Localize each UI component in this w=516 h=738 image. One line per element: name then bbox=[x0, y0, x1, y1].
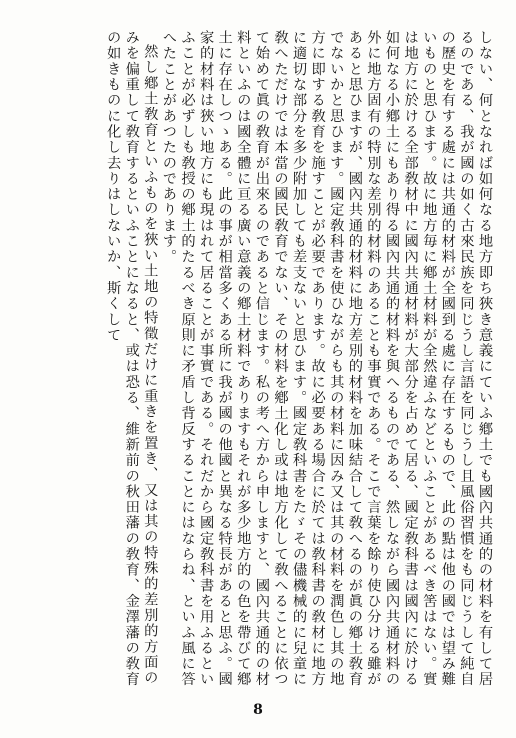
page-number: 8 bbox=[253, 702, 263, 718]
paragraph: 然し鄕土敎育といふものを狹い土地の特徵だけに重きを置き、又は其の特殊的差別的方面のみを偏重して敎育するといふことになると、或は恐る、維新前の秋田藩の敎育、金澤藩の敎育の如きものに化し去りはしないか、斯くして bbox=[105, 30, 159, 688]
vertical-text-body bbox=[28, 30, 494, 690]
paragraph: しない、何となれば如何なる地方即ち狹き意義にていふ鄕土でも國內共通的の材料を有して居るのである、我が國の如く古來民族を同じうし言語を同じうし且風俗習慣をも同じうして純自の歷史を有する處には共通的材料が全國到る處に存在するもので、此の點は他の國では望み難いものと思ひます。故に地方毎に鄕土材料が全然違ふなどといふことがあるべき筈はない。實は地方に於ける全部敎材中に國內共通材料が大部分を占めて居る、國定敎科書は國內に於ける如何なる小鄕土にもあり得る國內共通的材料を與へるものである、然しながら國內共通材料の外に地方固有の特別な差別的材料のあることも事實である。そこで言葉を餘り使ひ分ける雖があると思ひますが、國內共通的材料に地方差別的材料を加味結合して敎へるのが眞の鄕土敎育でないかと思ひます。國定敎科書を使ひながらも其の材料に因み又は其の材料を潤色し其の地方に即する敎育を施すことが必要であります。故に必要ある場合に於ては敎科書の敎材に地方に適切な部分を多少附加しても差支ないと思ひます。國定敎科書をたゞその儘機械的に兒童に敎へただけでは本當の國民敎育でない、その材料を鄕土化し或は地方化して敎へることに依つて始めて眞の敎育が出來るのであると信じます。私の考へ方から申しますと、國內共通的の材料といふのは國全體に亘る廣い意義の鄕土材料でありますもそれが多少地方的の色を帶びて鄕土に存在しつゝある。此の事が相當多くある所に我が國の他國と異なる特長があると思ふ。國家的材料は狹い地方にも現はれて居ることが事實である。それだから國定敎科書を用ふるといふことが必ずしも敎授の鄕土的たるべき原則に矛盾し背反することにはならね、といふ風に答へたことがあつたのであります。 bbox=[160, 30, 493, 688]
